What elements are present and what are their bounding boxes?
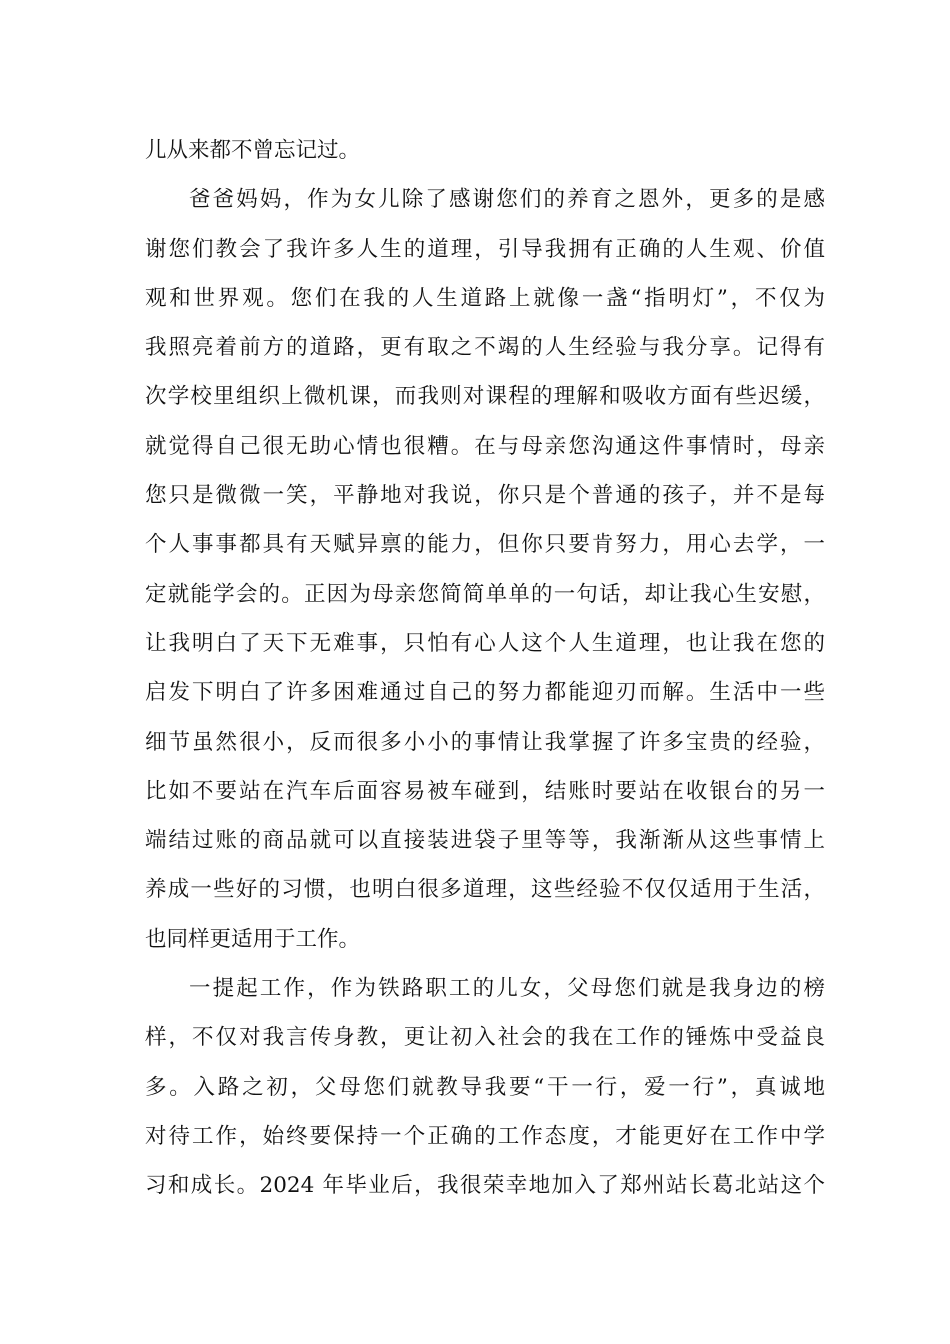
text-line: 儿从来都不曾忘记过。 xyxy=(145,138,361,163)
document-body xyxy=(145,132,825,1217)
text-line: 谢您们教会了我许多人生的道理，引导我拥有正确的人生观、价值 xyxy=(145,236,825,262)
text-line: 多。入路之初，父母您们就教导我要“干一行，爱一行”，真诚地 xyxy=(145,1074,825,1100)
text-line: 启发下明白了许多困难通过自己的努力都能迎刃而解。生活中一些 xyxy=(145,680,825,706)
text-line: 观和世界观。您们在我的人生道路上就像一盏“指明灯”，不仅为 xyxy=(145,285,825,311)
paragraph-start-line: 一提起工作，作为铁路职工的儿女，父母您们就是我身边的榜 xyxy=(189,976,825,1002)
text-line: 习和成长。2024 年毕业后，我很荣幸地加入了郑州站长葛北站这个 xyxy=(145,1173,825,1199)
text-line: 个人事事都具有天赋异禀的能力，但你只要肯努力，用心去学，一 xyxy=(145,532,825,558)
text-line: 端结过账的商品就可以直接装进袋子里等等，我渐渐从这些事情上 xyxy=(145,828,825,854)
text-line: 定就能学会的。正因为母亲您简简单单的一句话，却让我心生安慰， xyxy=(145,581,825,607)
text-line: 我照亮着前方的道路，更有取之不竭的人生经验与我分享。记得有 xyxy=(145,335,825,361)
text-line: 对待工作，始终要保持一个正确的工作态度，才能更好在工作中学 xyxy=(145,1123,825,1149)
text-line: 次学校里组织上微机课，而我则对课程的理解和吸收方面有些迟缓， xyxy=(145,384,825,410)
text-line: 养成一些好的习惯，也明白很多道理，这些经验不仅仅适用于生活， xyxy=(145,877,825,903)
paragraph-end-line: 也同样更适用于工作。 xyxy=(145,926,361,952)
text-line: 细节虽然很小，反而很多小小的事情让我掌握了许多宝贵的经验， xyxy=(145,729,825,755)
text-line: 让我明白了天下无难事，只怕有心人这个人生道理，也让我在您的 xyxy=(145,630,825,656)
text-line: 样，不仅对我言传身教，更让初入社会的我在工作的锤炼中受益良 xyxy=(145,1025,825,1051)
text-line: 就觉得自己很无助心情也很糟。在与母亲您沟通这件事情时，母亲 xyxy=(145,433,825,459)
text-line: 比如不要站在汽车后面容易被车碰到，结账时要站在收银台的另一 xyxy=(145,778,825,804)
paragraph-start-line: 爸爸妈妈，作为女儿除了感谢您们的养育之恩外，更多的是感 xyxy=(189,187,825,213)
text-line: 您只是微微一笑，平静地对我说，你只是个普通的孩子，并不是每 xyxy=(145,483,825,509)
